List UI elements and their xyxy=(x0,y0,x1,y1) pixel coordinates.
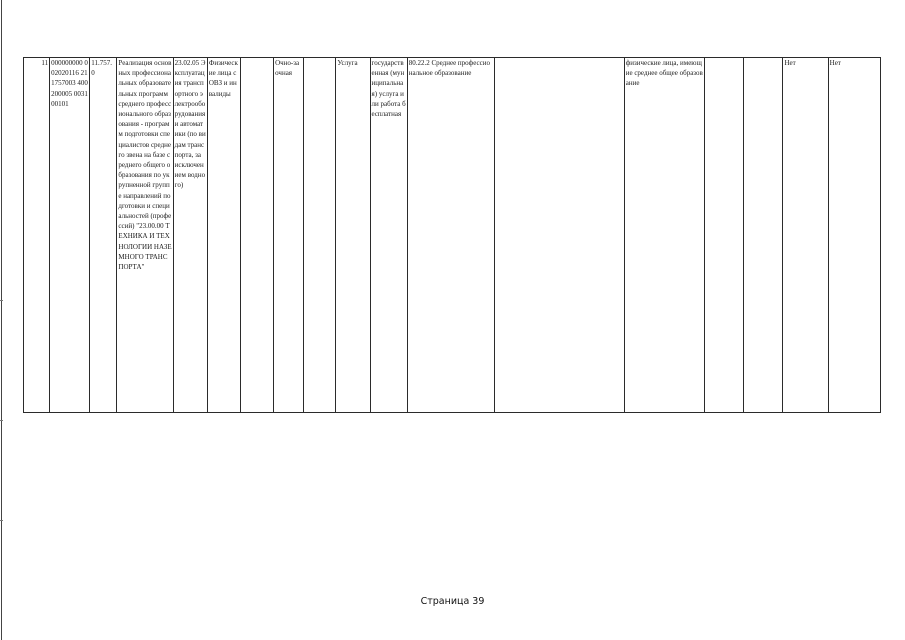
cell-empty xyxy=(705,58,744,413)
page-number: Страница 39 xyxy=(420,596,485,607)
cell-consumer-category: Физические лица с ОВЗ и инвалиды xyxy=(207,58,240,413)
scan-mark xyxy=(0,300,3,301)
table-row xyxy=(24,58,881,413)
cell-flag-2: Нет xyxy=(828,58,880,413)
cell-empty xyxy=(495,58,625,413)
cell-empty xyxy=(744,58,783,413)
cell-okpd-code: 80.22.2 Среднее профессиональное образование xyxy=(407,58,494,413)
cell-consumers: физические лица, имеющие среднее общее образование xyxy=(624,58,704,413)
scan-mark xyxy=(0,420,3,421)
cell-empty xyxy=(304,58,336,413)
cell-service-kind: государственная (муниципальная) услуга или работа бесплатная xyxy=(370,58,407,413)
binding-edge-line xyxy=(1,0,2,640)
cell-row-number: 11 xyxy=(24,58,50,413)
cell-service-type: Услуга xyxy=(336,58,370,413)
scan-mark xyxy=(0,520,3,521)
registry-table xyxy=(23,57,881,413)
cell-okved-code: 11.757.0 xyxy=(90,58,117,413)
cell-service-name: Реализация основных профессиональных образовательных программ среднего профессионального образования - программ подготовки специалистов среднего звена на базе среднего общего образования по укрупненной группе направлений подготовки и специальностей (профессий) "23.00.00 ТЕХНИКА И ТЕХНОЛОГИИ НАЗЕМНОГО ТРАНСПОРТА" xyxy=(117,58,173,413)
cell-specialty: 23.02.05 Эксплуатация транспортного электрооборудования и автоматики (по видам транспорта, за исключением водного) xyxy=(173,58,207,413)
cell-empty xyxy=(240,58,273,413)
cell-flag-1: Нет xyxy=(783,58,828,413)
cell-study-form: Очно-заочная xyxy=(274,58,304,413)
cell-registry-code: 000000000 002020116 211757003 400200005 003100101 xyxy=(50,58,90,413)
